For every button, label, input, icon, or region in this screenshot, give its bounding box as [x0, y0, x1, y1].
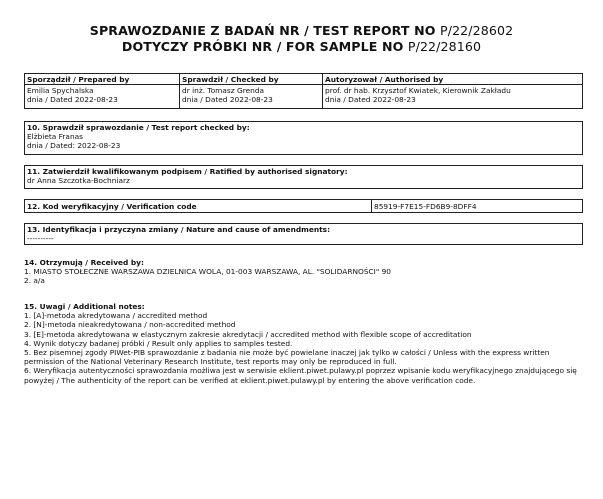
- section-12-box: [24, 199, 583, 213]
- recipient-item: 2. a/a: [24, 276, 45, 286]
- authorised-by-cell: [322, 74, 582, 108]
- authorised-by-date: dnia / Dated 2022-08-23: [325, 95, 416, 104]
- section-11-box: [24, 165, 583, 189]
- section-10-heading: 10. Sprawdził sprawozdanie / Test report checked by:: [27, 123, 250, 132]
- sample-title: [0, 39, 603, 54]
- section-15: [24, 302, 584, 385]
- checked-by-heading: Sprawdził / Checked by: [182, 75, 279, 84]
- verification-code: 85919-F7E15-FD6B9-8DFF4: [374, 202, 477, 211]
- note-item: 4. Wynik dotyczy badanej próbki / Result only applies to samples tested.: [24, 338, 293, 348]
- sample-title-label: DOTYCZY PRÓBKI NR / FOR SAMPLE NO: [121, 39, 404, 54]
- recipient-item: 1. MIASTO STOŁECZNE WARSZAWA DZIELNICA WOLA, 01-003 WARSZAWA, AL. "SOLIDARNOŚCI" 90: [24, 267, 392, 277]
- section-11-heading: 11. Zatwierdził kwalifikowanym podpisem / Ratified by authorised signatory:: [27, 167, 348, 176]
- signatures-table: [24, 73, 583, 109]
- section-13-value: ----------: [27, 234, 54, 243]
- report-title-label: SPRAWOZDANIE Z BADAŃ NR / TEST REPORT NO: [89, 23, 436, 38]
- report-title: [0, 23, 603, 38]
- note-item: 6. Weryfikacja autentyczności sprawozdania możliwa jest w serwisie eklient.piwet.pulawy.pl poprzez wpisanie kodu weryfikacyjnego znajdującego się powyżej / The authenticity of the report can be verified at eklient.piwet.pulawy.pl by entering the above verification code.: [24, 366, 577, 385]
- note-item: 1. [A]-metoda akredytowana / accredited method: [24, 311, 208, 321]
- section-13-heading: 13. Identyfikacja i przyczyna zmiany / Nature and cause of amendments:: [27, 225, 331, 234]
- sample-number: P/22/28160: [407, 39, 482, 54]
- checked-by-name: dr inż. Tomasz Grenda: [182, 86, 265, 95]
- note-item: 5. Bez pisemnej zgody PIWet-PIB sprawozdanie z badania nie może być powielane inaczej jak tylko w całości / Unless with the express written permission of the National Veterinary Research Institute, test reports may only be reproduced in full.: [24, 348, 550, 367]
- note-item: 2. [N]-metoda nieakredytowana / non-accredited method: [24, 320, 236, 330]
- prepared-by-cell: [25, 74, 179, 108]
- note-item: 3. [E]-metoda akredytowana w elastycznym zakresie akredytacji / accredited method with flexible scope of accreditation: [24, 329, 472, 339]
- prepared-by-name: Emilia Spychalska: [27, 86, 94, 95]
- authorised-by-name: prof. dr hab. Krzysztof Kwiatek, Kierownik Zakładu: [325, 86, 511, 95]
- section-14-heading: 14. Otrzymują / Received by:: [24, 258, 144, 267]
- authorised-by-heading: Autoryzował / Authorised by: [325, 75, 444, 84]
- prepared-by-date: dnia / Dated 2022-08-23: [27, 95, 118, 104]
- section-10-name: Elżbieta Franas: [27, 132, 84, 141]
- checked-by-date: dnia / Dated 2022-08-23: [182, 95, 273, 104]
- prepared-by-heading: Sporządził / Prepared by: [27, 75, 130, 84]
- report-number: P/22/28602: [440, 23, 514, 38]
- section-13-box: [24, 223, 583, 245]
- section-15-heading: 15. Uwagi / Additional notes:: [24, 302, 145, 311]
- section-14: [24, 258, 584, 286]
- checked-by-cell: [179, 74, 322, 108]
- section-12-heading: 12. Kod weryfikacyjny / Verification code: [27, 202, 197, 211]
- section-10-box: [24, 121, 583, 155]
- section-11-name: dr Anna Szczotka-Bochniarz: [27, 176, 130, 185]
- section-10-date: dnia / Dated: 2022-08-23: [27, 141, 121, 150]
